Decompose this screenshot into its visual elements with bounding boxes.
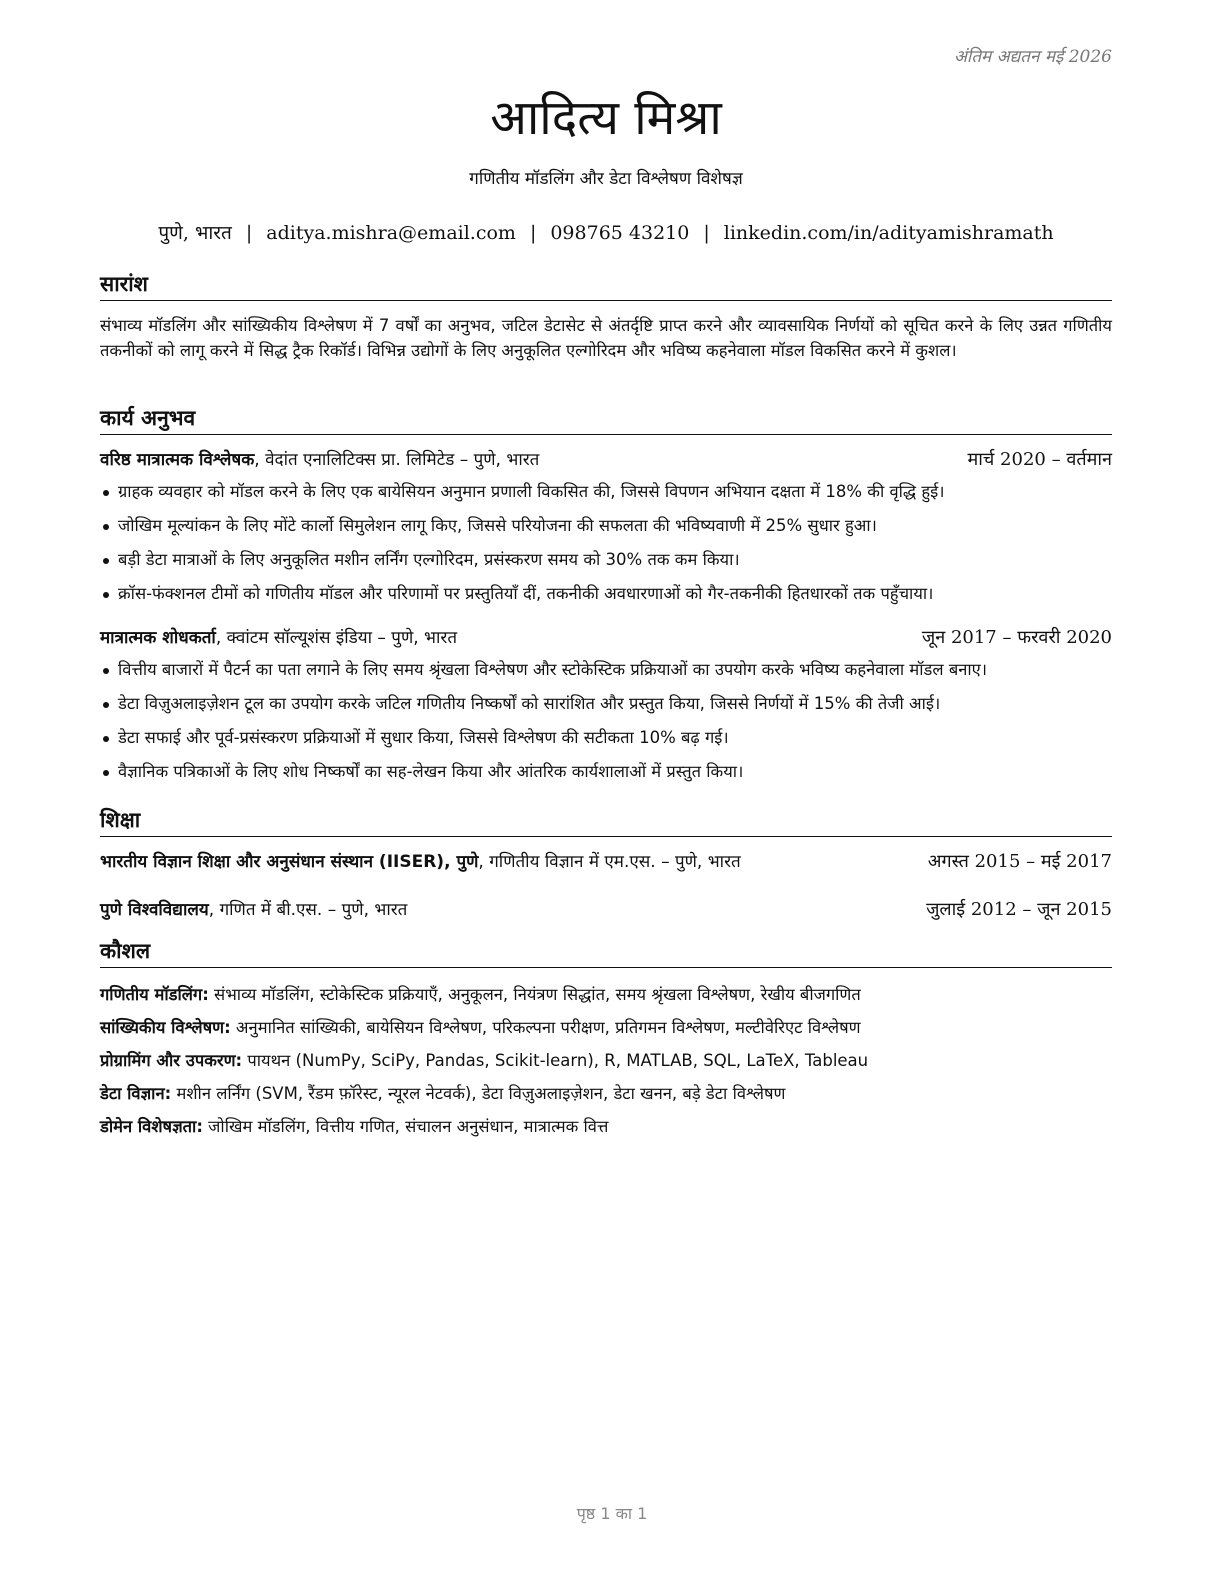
job-title: मात्रात्मक शोधकर्ता (100, 628, 216, 648)
last-updated: अंतिम अद्यतन मई 2026 (953, 47, 1112, 67)
separator: | (703, 222, 710, 244)
job-entry (100, 447, 1112, 611)
job-bullets (100, 475, 1112, 611)
candidate-name: आदित्य मिश्रा (490, 90, 722, 146)
summary-section (100, 270, 1112, 363)
bullet-item: वैज्ञानिक पत्रिकाओं के लिए शोध निष्कर्षों का सह-लेखन किया और आंतरिक कार्यशालाओं में प्रस्तुत किया। (100, 755, 1112, 789)
section-heading-education: शिक्षा (100, 806, 1112, 837)
education-entry (100, 849, 1112, 873)
contact-email[interactable]: aditya.mishra@email.com (266, 222, 516, 244)
skill-value: मशीन लर्निंग (SVM, रैंडम फ़ॉरेस्ट, न्यूरल नेटवर्क), डेटा विज़ुअलाइज़ेशन, डेटा खनन, बड़े डेटा विश्लेषण (171, 1084, 786, 1103)
summary-text: संभाव्य मॉडलिंग और सांख्यिकीय विश्लेषण में 7 वर्षों का अनुभव, जटिल डेटासेट से अंतर्दृष्टि प्राप्त करने और व्यावसायिक निर्णयों को सूचित करने के लिए उन्नत गणितीय तकनीकों को लागू करने में सिद्ध ट्रैक रिकॉर्ड। विभिन्न उद्योगों के लिए अनुकूलित एल्गोरिदम और भविष्य कहनेवाला मॉडल विकसित करने में कुशल। (100, 316, 1112, 360)
job-header (100, 447, 1112, 471)
institution-name: भारतीय विज्ञान शिक्षा और अनुसंधान संस्थान (IISER), पुणे (100, 852, 479, 872)
skills-list (100, 978, 1112, 1143)
skill-value: जोखिम मॉडलिंग, वित्तीय गणित, संचालन अनुसंधान, मात्रात्मक वित्त (202, 1117, 609, 1136)
skill-label: सांख्यिकीय विश्लेषण: (100, 1018, 231, 1037)
job-org: , वेदांत एनालिटिक्स प्रा. लिमिटेड – पुणे, भारत (254, 450, 540, 470)
bullet-item: डेटा विज़ुअलाइज़ेशन टूल का उपयोग करके जटिल गणितीय निष्कर्षों को सारांशित और प्रस्तुत किया, जिससे निर्णयों में 15% की तेजी आई। (100, 687, 1112, 721)
job-org: , क्वांटम सॉल्यूशंस इंडिया – पुणे, भारत (215, 628, 458, 648)
skill-value: संभाव्य मॉडलिंग, स्टोकेस्टिक प्रक्रियाएँ, अनुकूलन, नियंत्रण सिद्धांत, समय श्रृंखला विश्लेषण, रेखीय बीजगणित (208, 985, 861, 1004)
contact-linkedin[interactable]: linkedin.com/in/adityamishramath (723, 222, 1054, 244)
bullet-item: बड़ी डेटा मात्राओं के लिए अनुकूलित मशीन लर्निंग एल्गोरिदम, प्रसंस्करण समय को 30% तक कम किया। (100, 543, 1112, 577)
skill-value: पायथन (NumPy, SciPy, Pandas, Scikit-learn), R, MATLAB, SQL, LaTeX, Tableau (242, 1051, 869, 1070)
skill-row (100, 978, 1112, 1011)
contact-location: पुणे, भारत (158, 222, 232, 244)
job-entry (100, 625, 1112, 789)
job-dates: जून 2017 – फरवरी 2020 (921, 627, 1112, 648)
education-dates: जुलाई 2012 – जून 2015 (926, 899, 1112, 920)
education-section (100, 806, 1112, 921)
job-bullets (100, 653, 1112, 789)
bullet-item: क्रॉस-फंक्शनल टीमों को गणितीय मॉडल और परिणामों पर प्रस्तुतियाँ दीं, तकनीकी अवधारणाओं को गैर-तकनीकी हितधारकों तक पहुँचाया। (100, 577, 1112, 611)
section-heading-summary: सारांश (100, 270, 1112, 301)
separator: | (529, 222, 537, 244)
skill-label: डोमेन विशेषज्ञता: (100, 1117, 203, 1136)
skill-row (100, 1077, 1112, 1110)
candidate-tagline: गणितीय मॉडलिंग और डेटा विश्लेषण विशेषज्ञ (469, 169, 743, 189)
separator: | (245, 222, 253, 244)
contact-phone[interactable]: 098765 43210 (550, 222, 690, 244)
bullet-item: वित्तीय बाजारों में पैटर्न का पता लगाने के लिए समय श्रृंखला विश्लेषण और स्टोकेस्टिक प्रक्रियाओं का उपयोग करके भविष्य कहनेवाला मॉडल बनाए। (100, 653, 1112, 687)
skill-row (100, 1011, 1112, 1044)
skills-section (100, 937, 1112, 1143)
section-heading-skills: कौशल (100, 937, 1112, 968)
skill-label: डेटा विज्ञान: (100, 1084, 172, 1103)
skill-value: अनुमानित सांख्यिकी, बायेसियन विश्लेषण, परिकल्पना परीक्षण, प्रतिगमन विश्लेषण, मल्टीवेरिएट विश्लेषण (230, 1018, 861, 1037)
degree-detail: , गणित में बी.एस. – पुणे, भारत (208, 900, 408, 920)
experience-section (100, 404, 1112, 789)
skill-label: प्रोग्रामिंग और उपकरण: (100, 1051, 243, 1070)
education-dates: अगस्त 2015 – मई 2017 (927, 851, 1112, 872)
job-title: वरिष्ठ मात्रात्मक विश्लेषक (100, 450, 255, 470)
bullet-item: डेटा सफाई और पूर्व-प्रसंस्करण प्रक्रियाओं में सुधार किया, जिससे विश्लेषण की सटीकता 10% बढ़ गई। (100, 721, 1112, 755)
education-entry (100, 897, 1112, 921)
job-header (100, 625, 1112, 649)
resume-page (100, 0, 1112, 1584)
section-heading-experience: कार्य अनुभव (100, 404, 1112, 435)
skill-row (100, 1110, 1112, 1143)
bullet-item: जोखिम मूल्यांकन के लिए मोंटे कार्लो सिमुलेशन लागू किए, जिससे परियोजना की सफलता की भविष्यवाणी में 25% सुधार हुआ। (100, 509, 1112, 543)
institution-name: पुणे विश्वविद्यालय (100, 900, 209, 920)
job-dates: मार्च 2020 – वर्तमान (967, 449, 1112, 470)
contact-line (100, 219, 1112, 245)
skill-label: गणितीय मॉडलिंग: (100, 985, 209, 1004)
degree-detail: , गणितीय विज्ञान में एम.एस. – पुणे, भारत (478, 852, 741, 872)
bullet-item: ग्राहक व्यवहार को मॉडल करने के लिए एक बायेसियन अनुमान प्रणाली विकसित की, जिससे विपणन अभियान दक्षता में 18% की वृद्धि हुई। (100, 475, 1112, 509)
page-number: पृष्ठ 1 का 1 (576, 1504, 648, 1523)
skill-row (100, 1044, 1112, 1077)
